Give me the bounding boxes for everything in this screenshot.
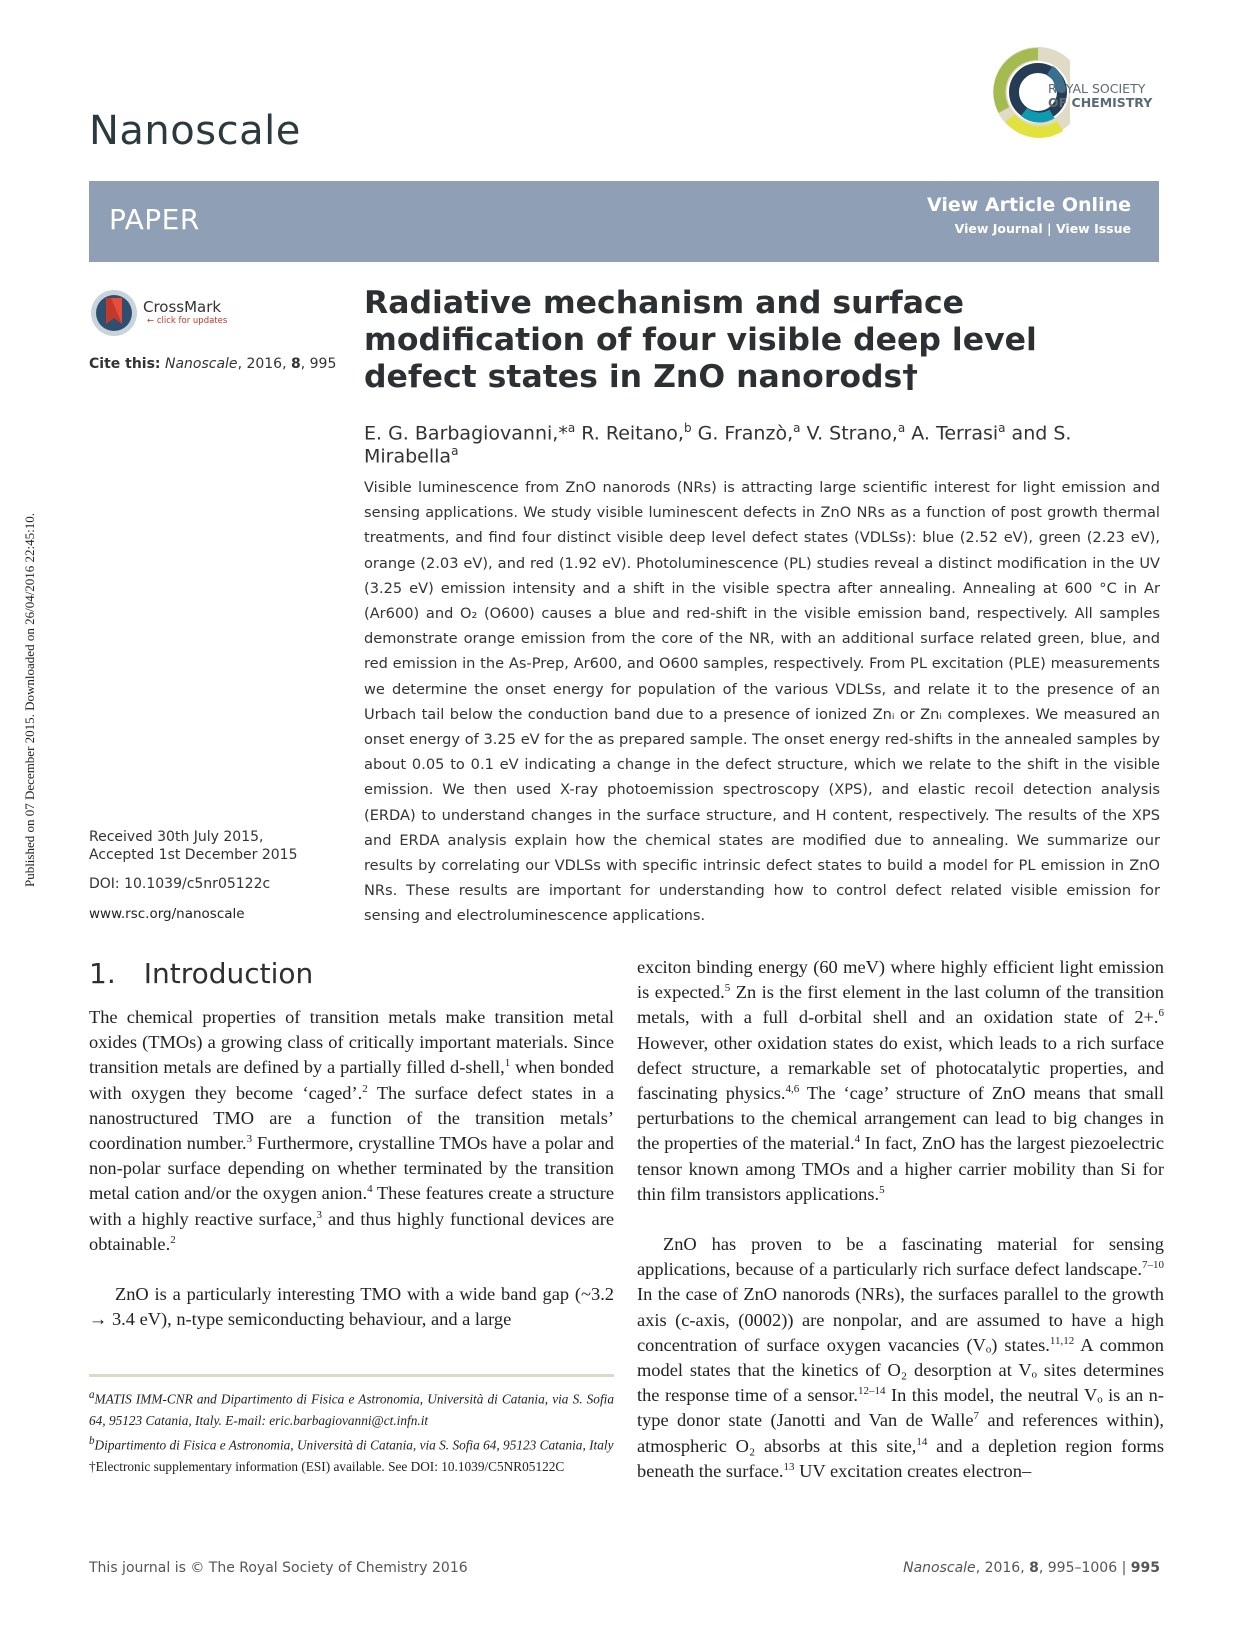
reference-citation[interactable]: 7 (973, 1410, 979, 1423)
banner-separator: | (1047, 221, 1052, 236)
reference-citation[interactable]: 3 (316, 1208, 322, 1221)
reference-citation[interactable]: 13 (783, 1460, 795, 1473)
footer-citation: Nanoscale, 2016, 8, 995–1006 | 995 (903, 1560, 1160, 1576)
download-side-note (20, 460, 40, 940)
doi: DOI: 10.1039/c5nr05122c (89, 876, 271, 892)
author-list (364, 421, 1164, 468)
intro-paragraph-2-start: ZnO is a particularly interesting TMO with a wide band gap (~3.2 → 3.4 eV), n-type semiconducting behaviour, and a large (89, 1284, 614, 1330)
author-name: and S. Mirabella (364, 422, 1072, 468)
article-type-banner (89, 181, 1159, 262)
footnote-divider (89, 1374, 614, 1377)
section-heading-introduction (89, 957, 313, 990)
reference-citation[interactable]: 5 (724, 982, 731, 995)
author-name: A. Terrasi (905, 422, 999, 445)
accepted-date: Accepted 1st December 2015 (89, 847, 298, 863)
reference-citation[interactable]: 2 (362, 1082, 368, 1095)
affiliation-mark: b (683, 421, 692, 435)
intro-paragraph-1: The chemical properties of transition metals make transition metal oxides (TMOs) a growing class of critically important materials. Since transition metals are defined by a partially filled d-shell,$^1$ when bonded with oxygen they become ‘caged’.$^2$ The surface defect states in a nanostructured TMO are a function of the transition metals’ coordination number.$^3$ Furthermore, crystalline TMOs have a polar and non-polar surface depending on whether terminated by the transition metal cation and/or the oxygen anion.$^4$ These features create a structure with a highly reactive surface,$^3$ and thus highly functional devices are obtainable.$^2$ (89, 1007, 615, 1254)
received-date: Received 30th July 2015, (89, 829, 264, 845)
rsc-logo-text (1048, 82, 1152, 110)
page-number: 995 (1130, 1560, 1160, 1576)
footnote-b: $^b$Dipartimento di Fisica e Astronomia, Università di Catania, via S. Sofia 64, 95123 Catania, Italy (89, 1435, 614, 1453)
reference-citation[interactable]: 11,12 (1049, 1334, 1075, 1347)
intro-paragraph-2-end: exciton binding energy (60 meV) where highly efficient light emission is expected.$^5$ Zn is the first element in the last column of the transition metals, with a full d-orbital shell and an oxidation state of 2+.$^6$ However, other oxidation states do exist, which leads to a rich surface defect structure, a remarkable set of photocatalytic properties, and fascinating physics.$^{4,6}$ The ‘cage’ structure of ZnO means that small perturbations to the chemical arrangement can lead to big changes in the properties of the material.$^4$ In fact, ZnO has the largest piezoelectric tensor known among TMOs and a higher carrier mobility than Si for thin film transistors applications.$^5$ (637, 957, 1164, 1204)
reference-citation[interactable]: 2 (170, 1233, 176, 1246)
journal-name: Nanoscale (89, 108, 301, 154)
side-note-text: Published on 07 December 2015. Downloaded on 26/04/2016 22:45:10. (22, 512, 37, 888)
affiliation-mark: a (897, 421, 906, 435)
article-type-label: PAPER (109, 203, 200, 236)
affiliation-mark: a (451, 444, 459, 459)
cite-this (89, 356, 336, 372)
author-name: V. Strano, (800, 422, 898, 445)
author-name: G. Franzò, (691, 422, 794, 445)
crossmark-badge[interactable] (89, 288, 229, 340)
cite-page: , 995 (300, 356, 337, 372)
cite-journal: Nanoscale (164, 356, 238, 372)
affiliation-mark: a (567, 421, 576, 435)
article-title: Radiative mechanism and surface modification of four visible deep level defect states in ZnO nanorods† (364, 285, 1037, 395)
cite-year: , 2016, (237, 356, 291, 372)
reference-citation[interactable]: 4,6 (785, 1082, 800, 1095)
crossmark-icon (89, 288, 139, 338)
view-issue-link[interactable]: View Issue (1055, 221, 1131, 236)
footnote-esi: †Electronic supplementary information (ESI) available. See DOI: 10.1039/C5NR05122C (89, 1459, 565, 1475)
view-article-online-link[interactable]: View Article Online (927, 194, 1131, 216)
reference-citation[interactable]: 5 (879, 1183, 885, 1196)
reference-citation[interactable]: 1 (504, 1057, 511, 1070)
view-journal-link[interactable]: View Journal (954, 221, 1043, 236)
footer-copyright: This journal is © The Royal Society of Chemistry 2016 (89, 1560, 468, 1576)
affiliation-mark: a (793, 421, 801, 435)
reference-citation[interactable]: 7–10 (1142, 1259, 1164, 1272)
section-number: 1. (89, 957, 116, 990)
affiliation-mark: a (998, 421, 1006, 435)
rsc-logo-line1: ROYAL SOCIETY (1048, 81, 1146, 96)
reference-citation[interactable]: 4 (854, 1133, 861, 1146)
cite-label: Cite this: (89, 356, 161, 372)
cite-volume: 8 (291, 356, 301, 372)
crossmark-sub: ← click for updates (147, 316, 228, 326)
reference-citation[interactable]: 6 (1158, 1007, 1164, 1020)
rsc-logo-line2: OF CHEMISTRY (1048, 95, 1153, 110)
banner-links (955, 221, 1131, 236)
reference-citation[interactable]: 3 (246, 1132, 253, 1145)
intro-paragraph-3: ZnO has proven to be a fascinating material for sensing applications, because of a particularly rich surface defect landscape.$^{7-10}$ In the case of ZnO nanorods (NRs), the surfaces parallel to the growth axis (c-axis, (0002)) are nonpolar, and are assumed to have a high concentration of surface oxygen vacancies (Vₒ) states.$^{11,12}$ A common model states that the kinetics of O₂ desorption at Vₒ sites determines the response time of a sensor.$^{12-14}$ In this model, the neutral Vₒ is an n-type donor state (Janotti and Van de Walle$^7$ and references within), atmospheric O₂ absorbs at this site,$^{14}$ and a depletion region forms beneath the surface.$^{13}$ UV excitation creates electron– (637, 1234, 1164, 1481)
rsc-logo (990, 40, 1165, 150)
author-name: E. G. Barbagiovanni,* (364, 422, 568, 445)
reference-citation[interactable]: 12–14 (857, 1385, 886, 1398)
reference-citation[interactable]: 14 (916, 1435, 928, 1448)
reference-citation[interactable]: 4 (367, 1183, 373, 1196)
crossmark-label: CrossMark (143, 298, 222, 316)
author-name: R. Reitano, (575, 422, 684, 445)
journal-website-link[interactable]: www.rsc.org/nanoscale (89, 906, 245, 922)
section-title: Introduction (143, 957, 314, 990)
abstract: Visible luminescence from ZnO nanorods (NRs) is attracting large scientific interest for light emission and sensing applications. We study visible luminescent defects in ZnO NRs as a function of post growth thermal treatments, and find four distinct visible deep level defect states (VDLSs): blue (2.52 eV), green (2.23 eV), orange (2.03 eV), and red (1.92 eV). Photoluminescence (PL) studies reveal a distinct modification in the UV (3.25 eV) emission intensity and a shift in the visible spectra after annealing. Annealing at 600 °C in Ar (Ar600) and O₂ (O600) causes a blue and red-shift in the visible emission band, respectively. All samples demonstrate orange emission from the core of the NR, with an additional surface related green, blue, and red emission in the As-Prep, Ar600, and O600 samples, respectively. From PL excitation (PLE) measurements we determine the onset energy for population of the various VDLSs, and relate it to the presence of an Urbach tail below the conduction band due to a presence of ionized Znᵢ or Znᵢ complexes. We measured an onset energy of 3.25 eV for the as prepared sample. The onset energy red-shifts in the annealed samples by about 0.05 to 0.1 eV indicating a change in the defect structure, which we relate to the shift in the visible emission. We then used X-ray photoemission spectroscopy (XPS), and elastic recoil detection analysis (ERDA) to understand changes in the surface structure, and H content, respectively. The results of the XPS and ERDA analysis explain how the chemical states are modified due to annealing. We summarize our results by correlating our VDLSs with specific intrinsic defect states to build a model for PL emission in ZnO NRs. These results are important for understanding how to control defect related visible emission for sensing and electroluminescence applications. (364, 479, 1160, 925)
footnote-a: $^a$MATIS IMM-CNR and Dipartimento di Fisica e Astronomia, Università di Catania, via S. Sofia 64, 95123 Catania, Italy. E-mail: eric.barbagiovanni@ct.infn.it (89, 1389, 614, 1428)
footnotes (89, 1385, 614, 1478)
received-accepted (89, 828, 297, 864)
